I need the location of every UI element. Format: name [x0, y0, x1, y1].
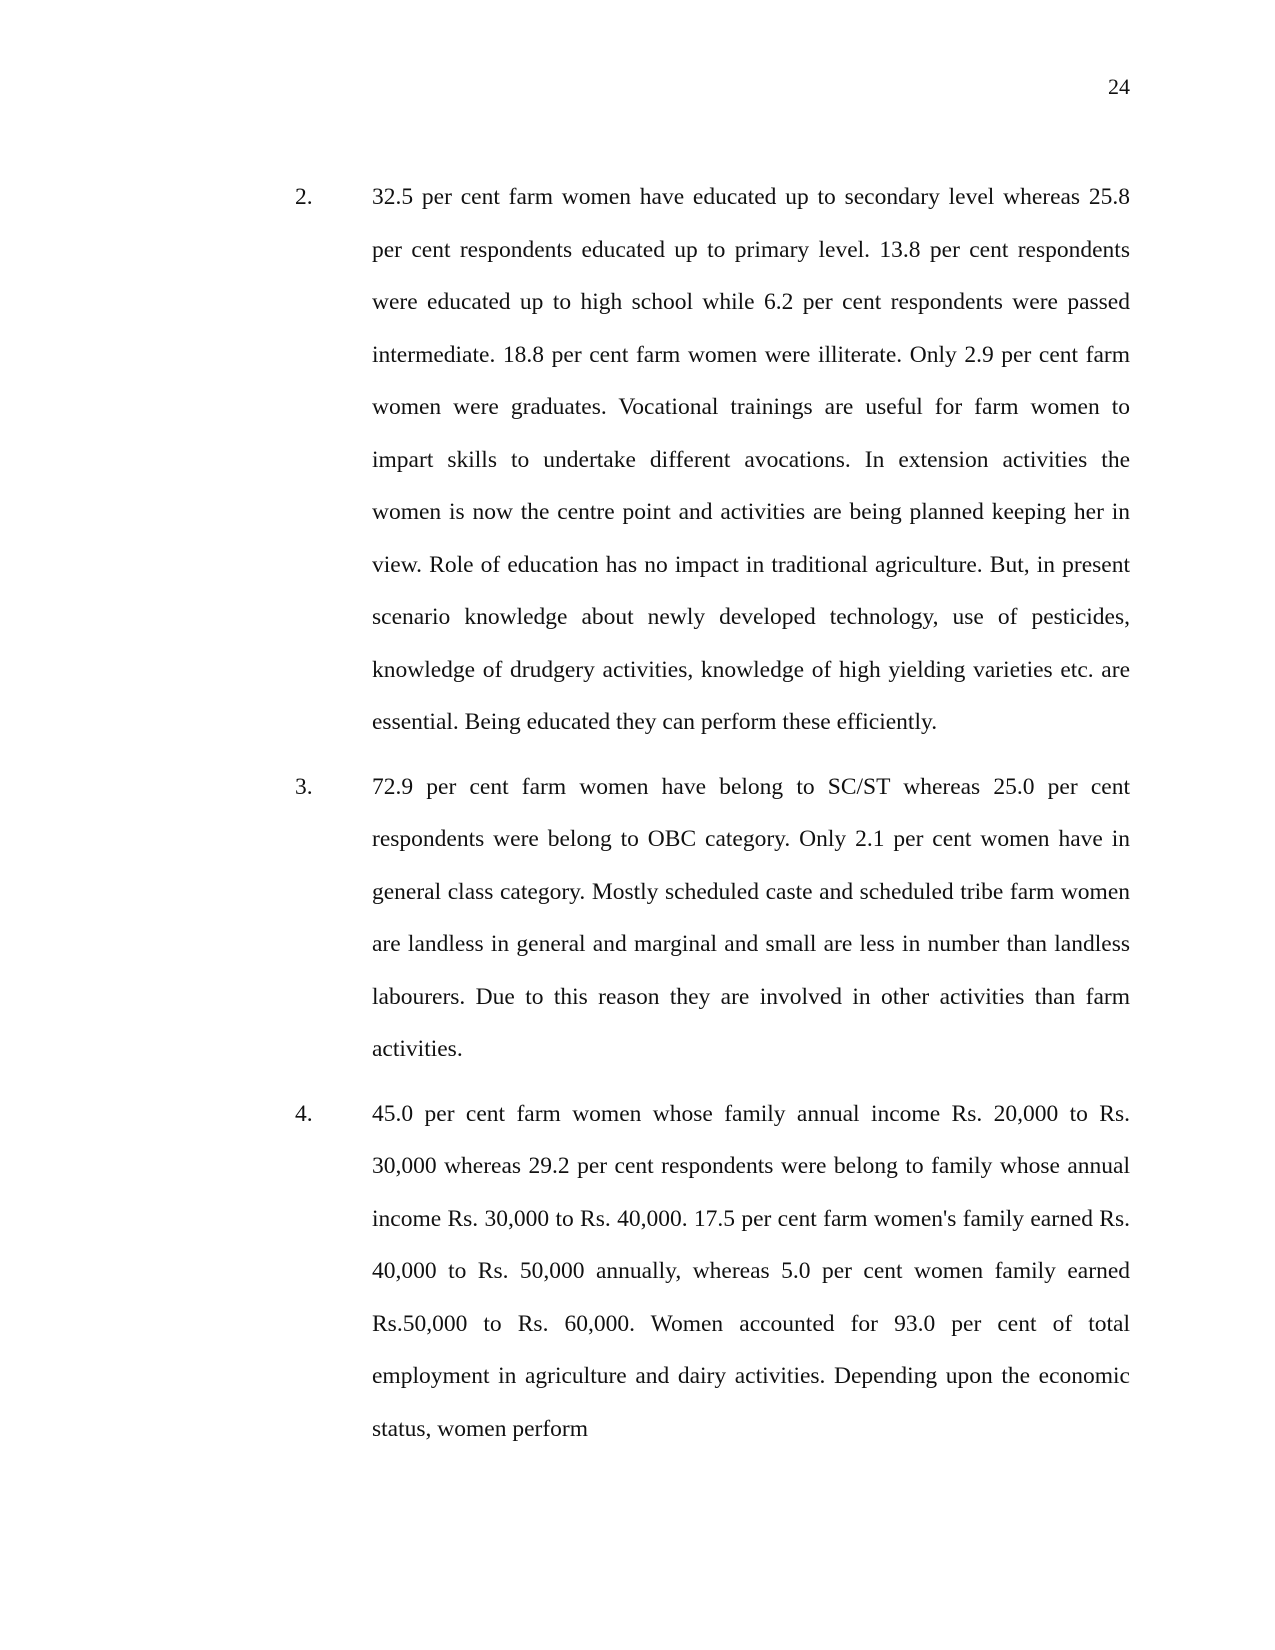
list-item-number: 2. — [295, 184, 313, 210]
page-number: 24 — [1108, 74, 1130, 99]
list-item — [295, 761, 1130, 1076]
list-item-text: 32.5 per cent farm women have educated up to secondary level whereas 25.8 per cent respondents educated up to primary level. 13.8 per cent respondents were educated up to high school while 6.2 per cent respondents were passed intermediate. 18.8 per cent farm women were illiterate. Only 2.9 per cent farm women were graduates. Vocational trainings are useful for farm women to impart skills to undertake different avocations. In extension activities the women is now the centre point and activities are being planned keeping her in view. Role of education has no impact in traditional agriculture. But, in present scenario knowledge about newly developed technology, use of pesticides, knowledge of drudgery activities, knowledge of high yielding varieties etc. are essential. Being educated they can perform these efficiently. — [372, 184, 1130, 735]
numbered-list — [295, 171, 1130, 1467]
list-item — [295, 171, 1130, 749]
list-item-number: 3. — [295, 773, 313, 800]
list-item — [295, 1088, 1130, 1456]
list-item-text: 72.9 per cent farm women have belong to SC/ST whereas 25.0 per cent respondents were belong to OBC category. Only 2.1 per cent women have in general class category. Mostly scheduled caste and scheduled tribe farm women are landless in general and marginal and small are less in number than landless labourers. Due to this reason they are involved in other activities than farm activities. — [372, 773, 1130, 1062]
list-item-number: 4. — [295, 1100, 313, 1127]
list-item-text: 45.0 per cent farm women whose family annual income Rs. 20,000 to Rs. 30,000 whereas 29.2 per cent respondents were belong to family whose annual income Rs. 30,000 to Rs. 40,000. 17.5 per cent farm women's family earned Rs. 40,000 to Rs. 50,000 annually, whereas 5.0 per cent women family earned Rs.50,000 to Rs. 60,000. Women accounted for 93.0 per cent of total employment in agriculture and dairy activities. Depending upon the economic status, women perform — [372, 1100, 1130, 1442]
